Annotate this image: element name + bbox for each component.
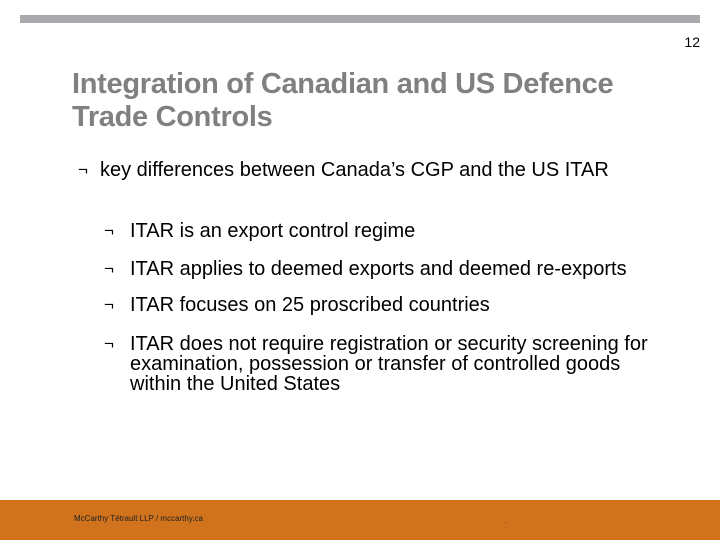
sub-bullet-text: ITAR is an export control regime <box>130 220 416 242</box>
sub-bullet <box>104 221 704 241</box>
main-bullet <box>78 160 678 180</box>
sub-bullet-text: ITAR focuses on 25 proscribed countries <box>130 294 490 316</box>
sub-bullet <box>104 295 704 315</box>
bullet-marker: ¬ <box>104 221 114 240</box>
main-bullet-text: key differences between Canada’s CGP and the US ITAR <box>100 159 609 181</box>
bullet-marker: ¬ <box>104 259 114 278</box>
slide-title: Integration of Canadian and US Defence Trade Controls <box>72 68 614 133</box>
sub-bullet <box>104 259 704 279</box>
footer-bar <box>0 500 720 540</box>
bullet-marker: ¬ <box>78 160 88 179</box>
bullet-marker: ¬ <box>104 295 114 314</box>
footer-mark: . <box>505 516 508 525</box>
sub-bullet-text: ITAR applies to deemed exports and deemed re-exports <box>130 258 627 280</box>
sub-bullet <box>104 334 674 394</box>
bullet-marker: ¬ <box>104 334 114 353</box>
page-number: 12 <box>684 34 700 50</box>
sub-bullet-text: ITAR does not require registration or security screening for examination, possession or transfer of controlled goods within the United States <box>130 333 648 395</box>
footer-text: McCarthy Tétrault LLP / mccarthy.ca <box>74 514 203 523</box>
top-rule <box>20 15 700 23</box>
